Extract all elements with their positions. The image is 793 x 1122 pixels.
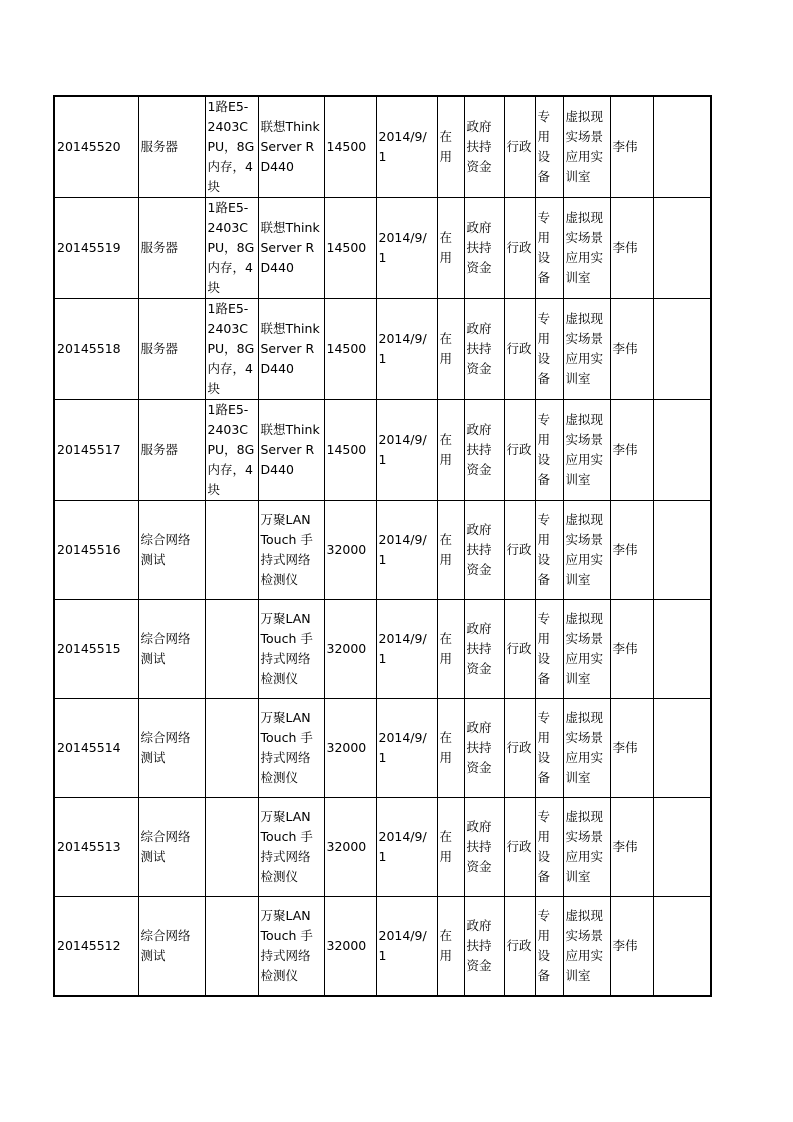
custodian-cell: 李伟 (610, 798, 653, 897)
status-cell: 在用 (437, 198, 464, 299)
asset-table-body (54, 96, 711, 996)
model-cell: 联想ThinkServer RD440 (258, 400, 324, 501)
usage-category-cell: 专用设备 (535, 299, 563, 400)
usage-category-cell: 专用设备 (535, 600, 563, 699)
table-row (54, 400, 711, 501)
asset-id-cell: 20145513 (54, 798, 138, 897)
note-cell (653, 501, 711, 600)
price-cell: 32000 (324, 798, 376, 897)
status-cell: 在用 (437, 400, 464, 501)
model-cell: 万聚LAN Touch 手持式网络检测仪 (258, 798, 324, 897)
location-cell: 虚拟现实场景应用实训室 (563, 897, 610, 997)
asset-name-cell: 综合网络测试 (138, 600, 205, 699)
department-cell: 行政 (504, 299, 535, 400)
funding-source-cell: 政府扶持资金 (464, 96, 504, 198)
usage-category-cell: 专用设备 (535, 198, 563, 299)
spec-cell: 1路E5-2403CPU，8G内存，4块 (205, 299, 258, 400)
custodian-cell: 李伟 (610, 400, 653, 501)
spec-cell: 1路E5-2403CPU，8G内存，4块 (205, 198, 258, 299)
note-cell (653, 897, 711, 997)
department-cell: 行政 (504, 897, 535, 997)
price-cell: 32000 (324, 699, 376, 798)
date-cell: 2014/9/1 (376, 299, 437, 400)
location-cell: 虚拟现实场景应用实训室 (563, 798, 610, 897)
note-cell (653, 198, 711, 299)
usage-category-cell: 专用设备 (535, 798, 563, 897)
asset-name-cell: 服务器 (138, 299, 205, 400)
status-cell: 在用 (437, 96, 464, 198)
price-cell: 32000 (324, 600, 376, 699)
model-cell: 联想ThinkServer RD440 (258, 299, 324, 400)
asset-name-cell: 综合网络测试 (138, 699, 205, 798)
spec-cell (205, 600, 258, 699)
location-cell: 虚拟现实场景应用实训室 (563, 96, 610, 198)
price-cell: 32000 (324, 501, 376, 600)
location-cell: 虚拟现实场景应用实训室 (563, 699, 610, 798)
asset-name-cell: 综合网络测试 (138, 501, 205, 600)
asset-id-cell: 20145517 (54, 400, 138, 501)
asset-name-cell: 服务器 (138, 96, 205, 198)
location-cell: 虚拟现实场景应用实训室 (563, 299, 610, 400)
table-row (54, 501, 711, 600)
table-row (54, 699, 711, 798)
department-cell: 行政 (504, 400, 535, 501)
note-cell (653, 400, 711, 501)
status-cell: 在用 (437, 299, 464, 400)
usage-category-cell: 专用设备 (535, 897, 563, 997)
department-cell: 行政 (504, 798, 535, 897)
asset-id-cell: 20145519 (54, 198, 138, 299)
status-cell: 在用 (437, 798, 464, 897)
custodian-cell: 李伟 (610, 501, 653, 600)
asset-id-cell: 20145516 (54, 501, 138, 600)
location-cell: 虚拟现实场景应用实训室 (563, 400, 610, 501)
date-cell: 2014/9/1 (376, 699, 437, 798)
table-row (54, 600, 711, 699)
asset-name-cell: 服务器 (138, 198, 205, 299)
location-cell: 虚拟现实场景应用实训室 (563, 600, 610, 699)
department-cell: 行政 (504, 501, 535, 600)
date-cell: 2014/9/1 (376, 501, 437, 600)
custodian-cell: 李伟 (610, 699, 653, 798)
note-cell (653, 600, 711, 699)
funding-source-cell: 政府扶持资金 (464, 299, 504, 400)
funding-source-cell: 政府扶持资金 (464, 400, 504, 501)
spec-cell (205, 699, 258, 798)
note-cell (653, 299, 711, 400)
status-cell: 在用 (437, 699, 464, 798)
table-row (54, 897, 711, 997)
spec-cell: 1路E5-2403CPU，8G内存，4块 (205, 400, 258, 501)
status-cell: 在用 (437, 501, 464, 600)
funding-source-cell: 政府扶持资金 (464, 501, 504, 600)
asset-id-cell: 20145515 (54, 600, 138, 699)
price-cell: 32000 (324, 897, 376, 997)
note-cell (653, 798, 711, 897)
model-cell: 联想ThinkServer RD440 (258, 96, 324, 198)
date-cell: 2014/9/1 (376, 600, 437, 699)
price-cell: 14500 (324, 299, 376, 400)
table-row (54, 798, 711, 897)
funding-source-cell: 政府扶持资金 (464, 198, 504, 299)
funding-source-cell: 政府扶持资金 (464, 600, 504, 699)
price-cell: 14500 (324, 198, 376, 299)
funding-source-cell: 政府扶持资金 (464, 897, 504, 997)
funding-source-cell: 政府扶持资金 (464, 699, 504, 798)
date-cell: 2014/9/1 (376, 798, 437, 897)
asset-name-cell: 综合网络测试 (138, 798, 205, 897)
custodian-cell: 李伟 (610, 96, 653, 198)
spec-cell: 1路E5-2403CPU，8G内存，4块 (205, 96, 258, 198)
usage-category-cell: 专用设备 (535, 96, 563, 198)
asset-name-cell: 服务器 (138, 400, 205, 501)
asset-name-cell: 综合网络测试 (138, 897, 205, 997)
funding-source-cell: 政府扶持资金 (464, 798, 504, 897)
usage-category-cell: 专用设备 (535, 400, 563, 501)
department-cell: 行政 (504, 198, 535, 299)
department-cell: 行政 (504, 96, 535, 198)
location-cell: 虚拟现实场景应用实训室 (563, 501, 610, 600)
asset-table (53, 95, 712, 997)
location-cell: 虚拟现实场景应用实训室 (563, 198, 610, 299)
table-row (54, 198, 711, 299)
spec-cell (205, 501, 258, 600)
status-cell: 在用 (437, 897, 464, 997)
custodian-cell: 李伟 (610, 600, 653, 699)
date-cell: 2014/9/1 (376, 897, 437, 997)
model-cell: 万聚LAN Touch 手持式网络检测仪 (258, 600, 324, 699)
spec-cell (205, 897, 258, 997)
custodian-cell: 李伟 (610, 897, 653, 997)
model-cell: 万聚LAN Touch 手持式网络检测仪 (258, 501, 324, 600)
usage-category-cell: 专用设备 (535, 699, 563, 798)
table-row (54, 299, 711, 400)
table-row (54, 96, 711, 198)
model-cell: 万聚LAN Touch 手持式网络检测仪 (258, 699, 324, 798)
date-cell: 2014/9/1 (376, 96, 437, 198)
spec-cell (205, 798, 258, 897)
date-cell: 2014/9/1 (376, 198, 437, 299)
status-cell: 在用 (437, 600, 464, 699)
asset-id-cell: 20145514 (54, 699, 138, 798)
usage-category-cell: 专用设备 (535, 501, 563, 600)
custodian-cell: 李伟 (610, 198, 653, 299)
date-cell: 2014/9/1 (376, 400, 437, 501)
department-cell: 行政 (504, 600, 535, 699)
asset-id-cell: 20145520 (54, 96, 138, 198)
department-cell: 行政 (504, 699, 535, 798)
price-cell: 14500 (324, 96, 376, 198)
note-cell (653, 96, 711, 198)
model-cell: 万聚LAN Touch 手持式网络检测仪 (258, 897, 324, 997)
custodian-cell: 李伟 (610, 299, 653, 400)
price-cell: 14500 (324, 400, 376, 501)
note-cell (653, 699, 711, 798)
asset-id-cell: 20145518 (54, 299, 138, 400)
model-cell: 联想ThinkServer RD440 (258, 198, 324, 299)
asset-id-cell: 20145512 (54, 897, 138, 997)
